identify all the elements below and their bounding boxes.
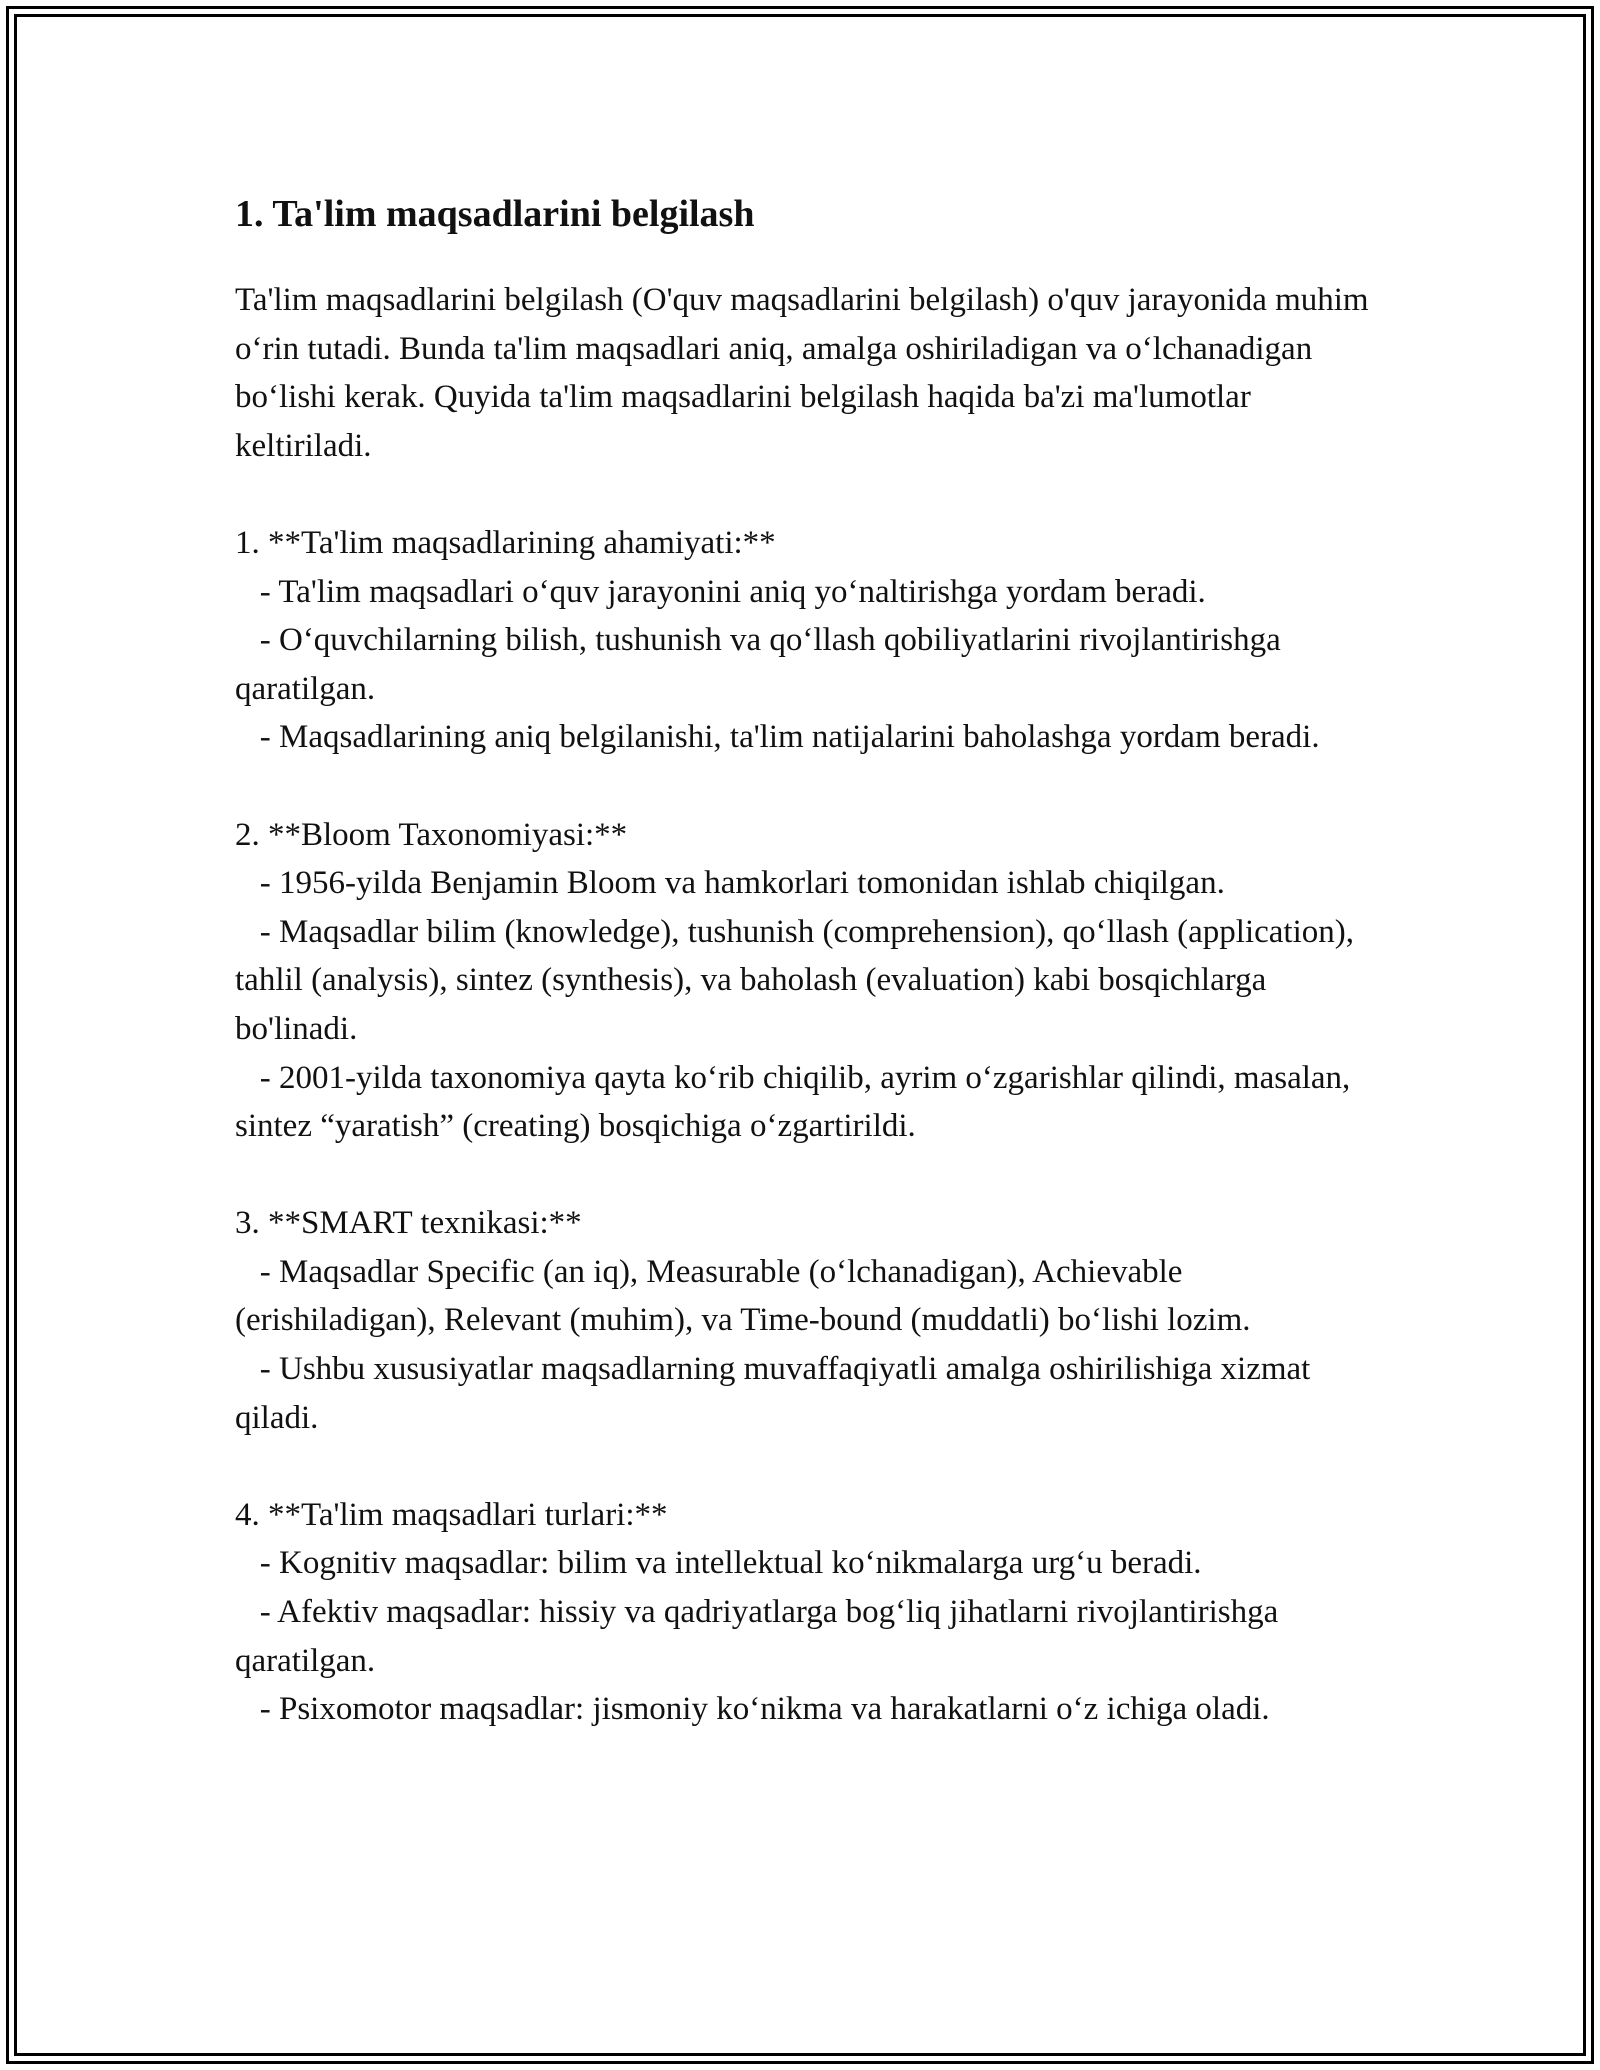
section: [235, 519, 1375, 762]
section-spacer: [235, 470, 1375, 519]
section-list: [235, 470, 1375, 1733]
bullet-item: - 2001-yilda taxonomiya qayta ko‘rib chiqilib, ayrim o‘zgarishlar qilindi, masalan, sintez “yaratish” (creating) bosqichiga o‘zgartirildi.: [235, 1059, 1351, 1145]
section-spacer: [235, 762, 1375, 811]
page-title: 1. Ta'lim maqsadlarini belgilash: [235, 193, 755, 235]
bullet-item: - O‘quvchilarning bilish, tushunish va qo‘llash qobiliyatlarini rivojlantirishga qaratilgan.: [235, 622, 1281, 707]
section-title: 3. **SMART texnikasi:**: [235, 1205, 582, 1242]
bullet-item: - Psixomotor maqsadlar: jismoniy ko‘nikma va harakatlarni o‘z ichiga oladi.: [235, 1691, 1270, 1728]
section-title: 2. **Bloom Taxonomiyasi:**: [235, 816, 628, 853]
bullet-item: - 1956-yilda Benjamin Bloom va hamkorlari tomonidan ishlab chiqilgan.: [235, 865, 1225, 902]
document-body: [235, 184, 1375, 1734]
bullet-item: - Maqsadlar Specific (an iq), Measurable (o‘lchanadigan), Achievable (erishiladigan), Relevant (muhim), va Time-bound (muddatli) bo‘lishi lozim.: [235, 1253, 1251, 1339]
section-title: 1. **Ta'lim maqsadlarining ahamiyati:**: [235, 524, 776, 561]
bullet-item: - Afektiv maqsadlar: hissiy va qadriyatlarga bog‘liq jihatlarni rivojlantirishga qaratilgan.: [235, 1594, 1279, 1679]
section-title: 4. **Ta'lim maqsadlari turlari:**: [235, 1496, 668, 1533]
bullet-item: - Kognitiv maqsadlar: bilim va intellektual ko‘nikmalarga urg‘u beradi.: [235, 1545, 1202, 1582]
bullet-item: - Ushbu xususiyatlar maqsadlarning muvaffaqiyatli amalga oshirilishiga xizmat qiladi.: [235, 1351, 1311, 1436]
section-spacer: [235, 1151, 1375, 1200]
section: [235, 1491, 1375, 1734]
intro-paragraph: Ta'lim maqsadlarini belgilash (O'quv maqsadlarini belgilash) o'quv jarayonida muhim o‘rin tutadi. Bunda ta'lim maqsadlari aniq, amalga oshiriladigan va o‘lchanadigan bo‘lishi kerak. Quyida ta'lim maqsadlarini belgilash haqida ba'zi ma'lumotlar keltiriladi.: [235, 282, 1369, 464]
section-spacer: [235, 1442, 1375, 1491]
bullet-item: - Maqsadlar bilim (knowledge), tushunish (comprehension), qo‘llash (application), tahlil (analysis), sintez (synthesis), va baholash (evaluation) kabi bosqichlarga bo'linadi.: [235, 913, 1354, 1047]
document-text: [235, 276, 1375, 1734]
bullet-item: - Ta'lim maqsadlari o‘quv jarayonini aniq yo‘naltirishga yordam beradi.: [235, 573, 1206, 610]
bullet-item: - Maqsadlarining aniq belgilanishi, ta'lim natijalarini baholashga yordam beradi.: [235, 719, 1320, 756]
section: [235, 811, 1375, 1151]
section: [235, 1199, 1375, 1442]
